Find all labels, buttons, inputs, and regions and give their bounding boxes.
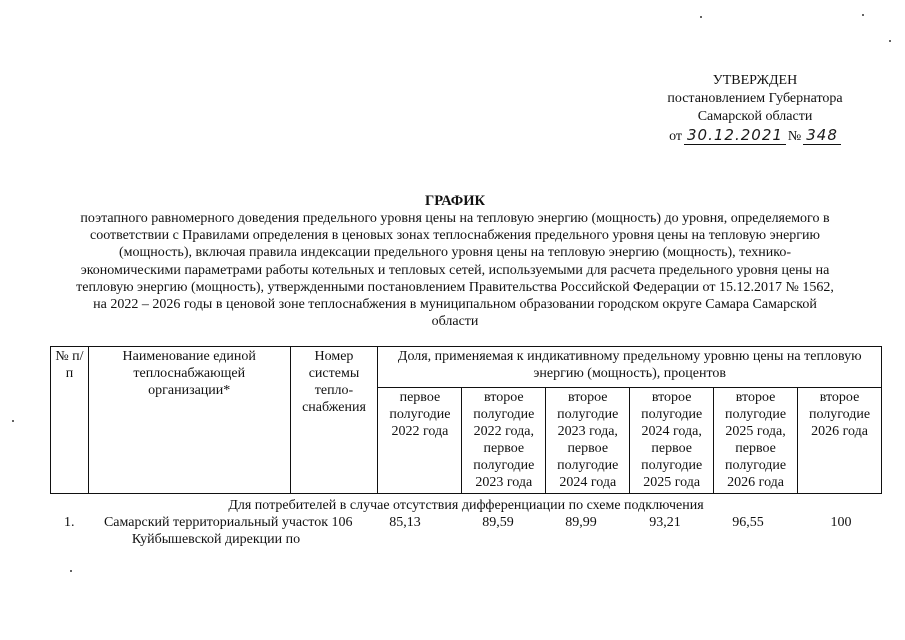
- scan-speck: [862, 14, 864, 16]
- document-subtitle: поэтапного равномерного доведения предельного уровня цены на тепловую энергию (мощность) до уровня, определяемого в соответствии с Правилами определения в ценовых зонах теплоснабжения предельного уровня цены на тепловую энергию (мощность), включая правила индексации предельного уровня цены на тепловую энергию (мощность), технико-экономическими параметрами работы котельных и тепловых сетей, используемыми для расчета предельного уровня цены на тепловую энергию (мощность), утвержденными постановлением Правительства Российской Федерации от 15.12.2017 № 1562, на 2022 – 2026 годы в ценовой зоне теплоснабжения в муниципальном образовании городском округе Самара Самарской области: [76, 211, 834, 330]
- header-period: второе полугодие 2022 года, первое полугодие 2023 года: [462, 388, 546, 494]
- table-row: [50, 514, 882, 574]
- number-sign: №: [787, 129, 802, 144]
- row-value: 96,55: [732, 515, 764, 530]
- document-title: ГРАФИК: [424, 193, 486, 209]
- row-system: 106: [331, 515, 353, 530]
- scan-speck: [70, 570, 72, 572]
- row-value: 93,21: [649, 515, 681, 530]
- section-title: Для потребителей в случае отсутствия дифференциации по схеме подключения: [228, 498, 704, 513]
- approval-line-1: постановлением Губернатора: [667, 91, 843, 106]
- date-prefix: от: [669, 129, 683, 144]
- header-period: второе полугодие 2025 года, первое полугодие 2026 года: [714, 388, 798, 494]
- scan-speck: [889, 40, 891, 42]
- approval-number: 348: [803, 126, 841, 145]
- header-share: Доля, применяемая к индикативному предельному уровню цены на тепловую энергию (мощность), процентов: [378, 347, 882, 388]
- header-system: Номер системы тепло-снабжения: [290, 347, 378, 494]
- scan-speck: [700, 16, 702, 18]
- approval-line-2: Самарской области: [697, 109, 813, 124]
- row-value: 85,13: [389, 515, 421, 530]
- row-value: 89,99: [565, 515, 597, 530]
- table-body: [50, 497, 882, 574]
- row-number: 1.: [64, 515, 75, 530]
- header-num: № п/п: [51, 347, 89, 494]
- table-header-row: [51, 347, 882, 388]
- approval-heading: УТВЕРЖДЕН: [712, 73, 798, 88]
- row-value: 100: [830, 515, 852, 530]
- header-period: второе полугодие 2023 года, первое полугодие 2024 года: [546, 388, 630, 494]
- scan-speck: [12, 420, 14, 422]
- row-organization: Самарский территориальный участок Куйбышевской дирекции по: [103, 515, 329, 547]
- approval-block: [640, 72, 870, 146]
- schedule-table: [50, 346, 882, 494]
- row-value: 89,59: [482, 515, 514, 530]
- approval-date-row: [640, 126, 870, 146]
- header-org: Наименование единой теплоснабжающей организации*: [88, 347, 290, 494]
- header-period: второе полугодие 2026 года: [798, 388, 882, 494]
- header-period: второе полугодие 2024 года, первое полугодие 2025 года: [630, 388, 714, 494]
- approval-date: 30.12.2021: [684, 126, 786, 145]
- header-period: первое полугодие 2022 года: [378, 388, 462, 494]
